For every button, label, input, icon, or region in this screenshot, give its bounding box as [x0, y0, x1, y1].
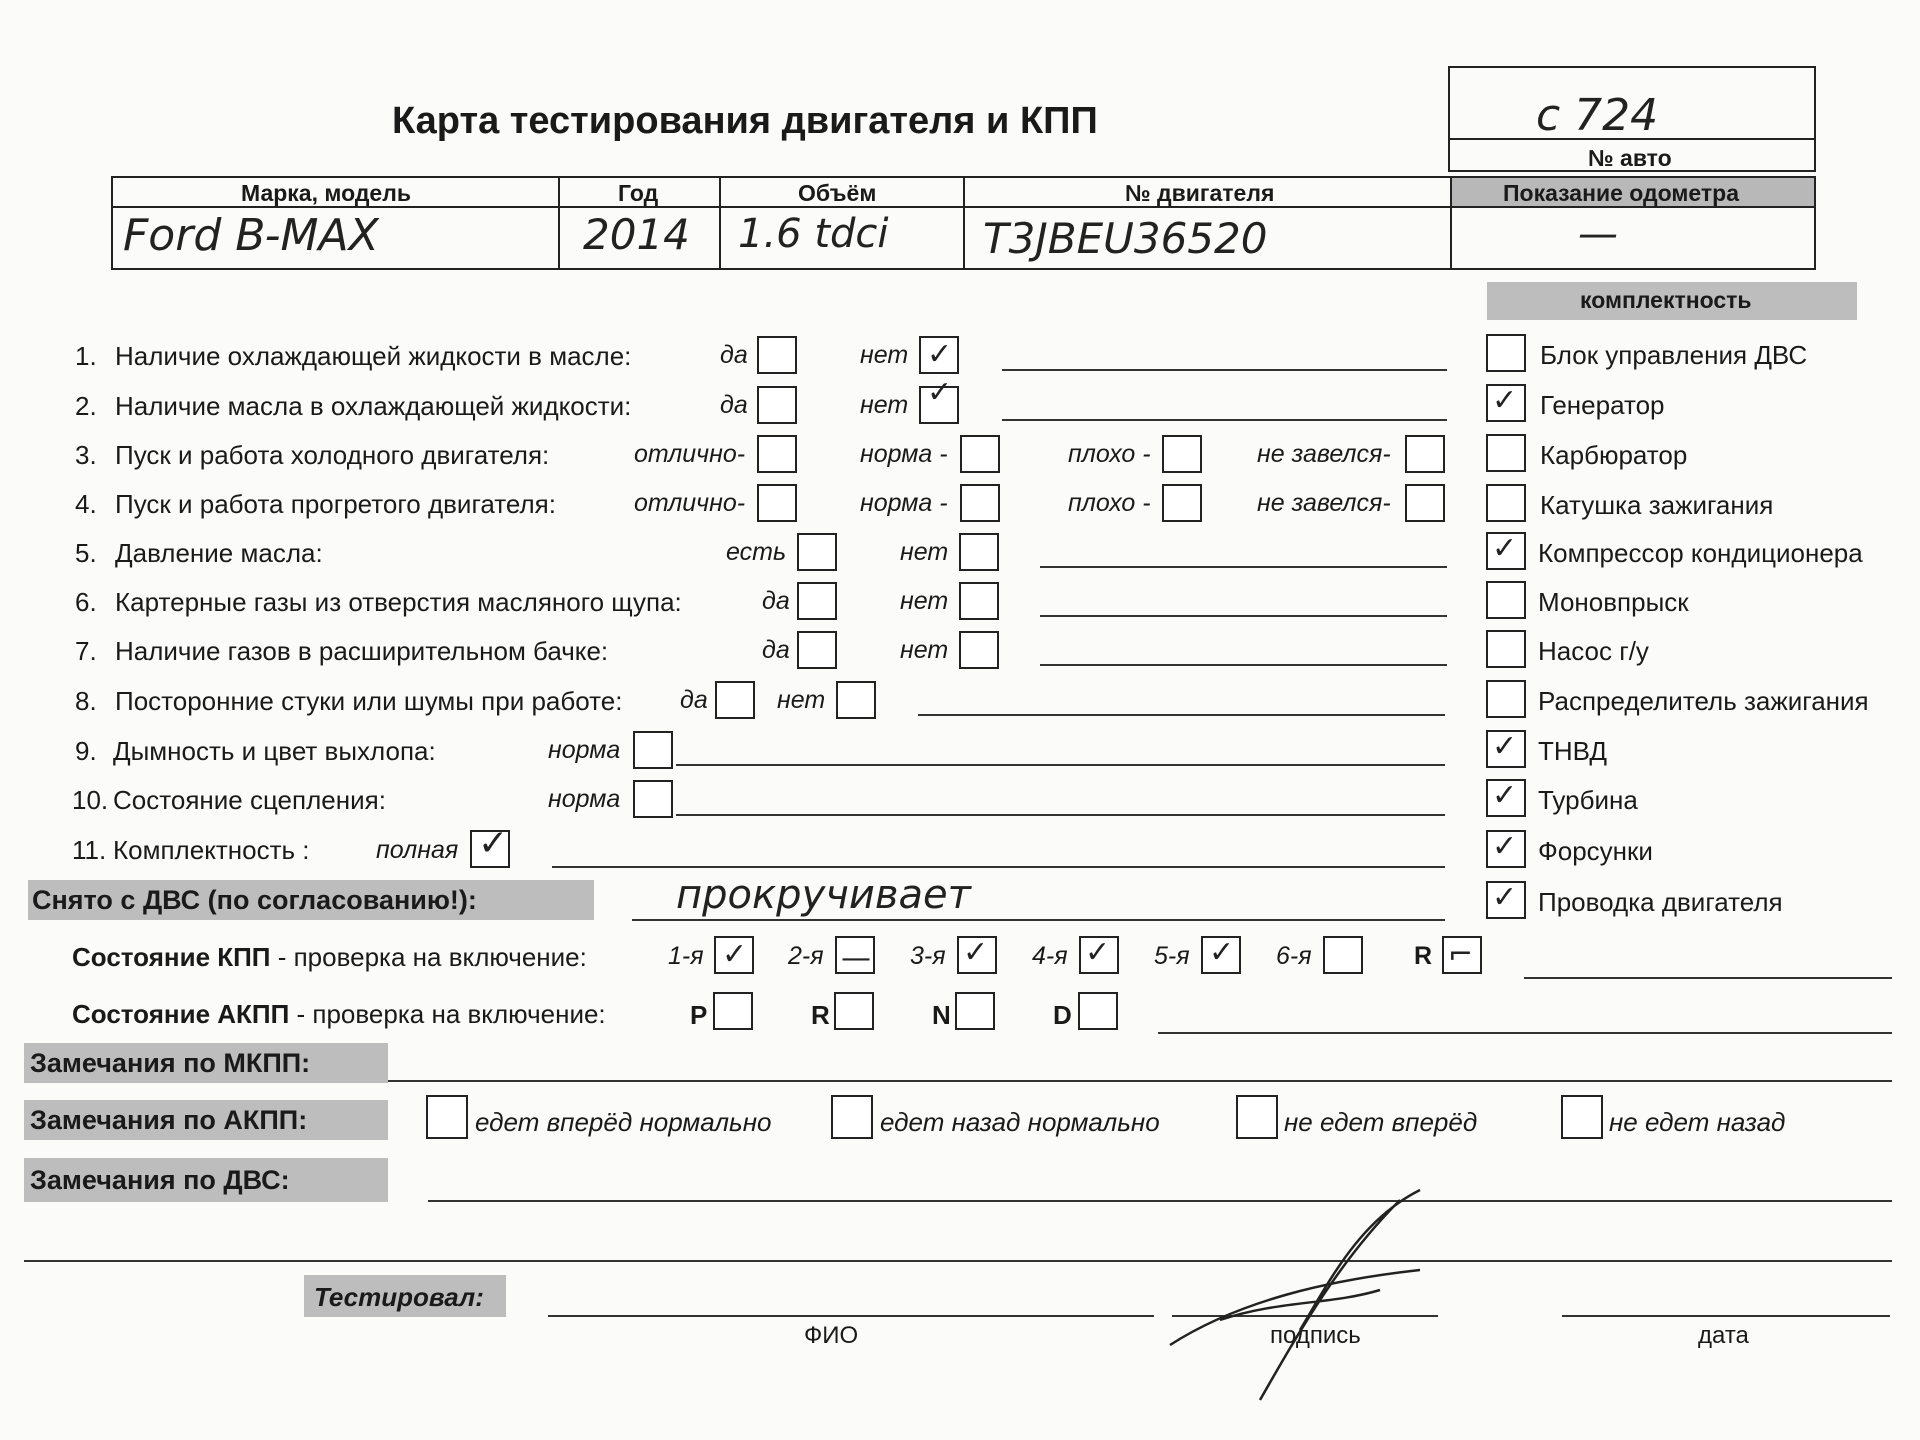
check-mark-icon: ✓ [722, 937, 748, 972]
completeness-wiring: Проводка двигателя [1538, 887, 1783, 917]
item-4-opt-bad: плохо - [1068, 489, 1151, 517]
akpp-reverse-ok: едет назад нормально [880, 1107, 1160, 1137]
item-10-text: Состояние сцепления: [113, 785, 386, 815]
check-mark-icon: ✓ [963, 935, 989, 970]
year-label: Год [618, 180, 659, 206]
item-3-opt-normal: норма - [860, 440, 948, 468]
item-11-opt-full: полная [376, 836, 459, 864]
completeness-tnvd: ТНВД [1538, 736, 1608, 766]
engine-number-value: T3JBEU36520 [983, 214, 1268, 263]
item-9-opt-normal: норма [548, 736, 621, 764]
item-3-opt-bad: плохо - [1068, 440, 1151, 468]
signature-caption: подпись [1270, 1322, 1361, 1349]
item-7-num: 7. [75, 636, 97, 666]
fio-caption: ФИО [804, 1322, 859, 1349]
item-8-text: Посторонние стуки или шумы при работе: [115, 686, 623, 716]
item-7-opt-no: нет [900, 636, 949, 664]
item-7-text: Наличие газов в расширительном бачке: [115, 636, 609, 666]
volume-label: Объём [798, 180, 877, 206]
auto-number-value: с 724 [1536, 90, 1659, 141]
remarks-dvs-label: Замечания по ДВС: [30, 1165, 290, 1195]
item-3-opt-excellent: отлично- [634, 440, 746, 468]
item-5-opt-no: нет [900, 538, 949, 566]
item-1-opt-no: нет [860, 341, 909, 369]
completeness-mono: Моновпрыск [1538, 587, 1689, 617]
removed-value: прокручивает [676, 872, 971, 918]
completeness-pump: Насос г/у [1538, 636, 1649, 666]
auto-number-label: № авто [1588, 145, 1672, 171]
completeness-ac: Компрессор кондиционера [1538, 538, 1863, 568]
kpp-gear-r: R [1414, 942, 1433, 970]
item-9-text: Дымность и цвет выхлопа: [113, 736, 436, 766]
check-mark-icon: ✓ [927, 337, 953, 372]
completeness-generator: Генератор [1540, 390, 1665, 420]
check-mark-icon: ✓ [1085, 935, 1111, 970]
item-2-opt-no: нет [860, 391, 909, 419]
date-caption: дата [1698, 1322, 1749, 1349]
kpp-gear-4: 4-я [1032, 942, 1068, 970]
akpp-label-bold: Состояние АКПП [72, 999, 290, 1029]
akpp-gear-p: P [690, 1000, 708, 1030]
item-11-num: 11. [72, 835, 107, 865]
tested-label: Тестировал: [314, 1282, 484, 1312]
item-2-num: 2. [75, 391, 97, 421]
check-mark-icon: ✓ [478, 823, 509, 864]
kpp-label-bold: Состояние КПП [72, 942, 271, 972]
item-6-num: 6. [75, 587, 97, 617]
item-4-opt-excellent: отлично- [634, 489, 746, 517]
check-mark-icon: ✓ [927, 375, 953, 410]
kpp-gear-1: 1-я [668, 942, 704, 970]
kpp-gear-3: 3-я [910, 942, 946, 970]
kpp-gear-5: 5-я [1154, 942, 1190, 970]
item-6-text: Картерные газы из отверстия масляного щупа: [115, 587, 682, 617]
check-mark-icon: ✓ [1492, 383, 1518, 418]
item-1-num: 1. [75, 341, 97, 371]
remarks-akpp-label: Замечания по АКПП: [30, 1105, 308, 1135]
item-8-opt-no: нет [777, 686, 826, 714]
item-10-opt-normal: норма [548, 785, 621, 813]
item-1-opt-yes: да [720, 341, 748, 369]
item-8-num: 8. [75, 686, 97, 716]
completeness-coil: Катушка зажигания [1540, 490, 1774, 520]
stroke-mark-icon: ⌐ [1448, 937, 1474, 972]
item-5-num: 5. [75, 538, 97, 568]
item-4-text: Пуск и работа прогретого двигателя: [115, 489, 556, 519]
engine-number-label: № двигателя [1125, 180, 1275, 206]
completeness-title: комплектность [1580, 287, 1752, 313]
odometer-label: Показание одометра [1503, 180, 1739, 206]
item-3-opt-nostart: не завелся- [1257, 440, 1391, 468]
akpp-gear-r: R [811, 1000, 830, 1030]
check-mark-icon: ✓ [1209, 935, 1235, 970]
kpp-gear-2: 2-я [788, 942, 824, 970]
year-value: 2014 [583, 210, 690, 259]
akpp-no-reverse: не едет назад [1609, 1107, 1786, 1137]
check-mark-icon: ✓ [1492, 729, 1518, 764]
check-mark-icon: ✓ [1492, 778, 1518, 813]
item-6-opt-yes: да [762, 587, 790, 615]
item-11-text: Комплектность : [113, 835, 310, 865]
akpp-gear-n: N [932, 1000, 951, 1030]
completeness-distributor: Распределитель зажигания [1538, 686, 1869, 716]
completeness-ecu: Блок управления ДВС [1540, 340, 1808, 370]
akpp-label-rest: - проверка на включение: [289, 999, 606, 1029]
removed-label: Снято с ДВС (по согласованию!): [32, 885, 477, 915]
kpp-label-rest: - проверка на включение: [270, 942, 587, 972]
item-9-num: 9. [75, 736, 97, 766]
akpp-gear-d: D [1053, 1000, 1072, 1030]
item-2-text: Наличие масла в охлаждающей жидкости: [115, 391, 632, 421]
item-10-num: 10. [72, 785, 109, 815]
completeness-injectors: Форсунки [1538, 836, 1653, 866]
item-5-text: Давление масла: [115, 538, 323, 568]
item-4-opt-nostart: не завелся- [1257, 489, 1391, 517]
item-7-opt-yes: да [762, 636, 790, 664]
check-mark-icon: ✓ [1492, 880, 1518, 915]
make-model-value: Ford B-MAX [123, 210, 379, 261]
item-5-opt-yes: есть [726, 538, 787, 566]
akpp-forward-ok: едет вперёд нормально [475, 1107, 772, 1137]
check-mark-icon: ✓ [1492, 531, 1518, 566]
remarks-mkpp-label: Замечания по МКПП: [30, 1048, 311, 1078]
kpp-gear-6: 6-я [1276, 942, 1312, 970]
dash-mark-icon: — [841, 941, 871, 976]
item-2-opt-yes: да [720, 391, 748, 419]
item-1-text: Наличие охлаждающей жидкости в масле: [115, 341, 632, 371]
document-title: Карта тестирования двигателя и КПП [392, 100, 1098, 142]
item-3-num: 3. [75, 440, 97, 470]
item-6-opt-no: нет [900, 587, 949, 615]
make-model-label: Марка, модель [241, 180, 411, 206]
odometer-value: — [1578, 211, 1618, 257]
akpp-no-forward: не едет вперёд [1284, 1107, 1478, 1137]
item-3-text: Пуск и работа холодного двигателя: [115, 440, 550, 470]
item-4-num: 4. [75, 489, 97, 519]
volume-value: 1.6 tdci [738, 211, 889, 257]
check-mark-icon: ✓ [1492, 829, 1518, 864]
item-4-opt-normal: норма - [860, 489, 948, 517]
item-8-opt-yes: да [680, 686, 708, 714]
completeness-carb: Карбюратор [1540, 440, 1688, 470]
completeness-turbo: Турбина [1538, 785, 1638, 815]
